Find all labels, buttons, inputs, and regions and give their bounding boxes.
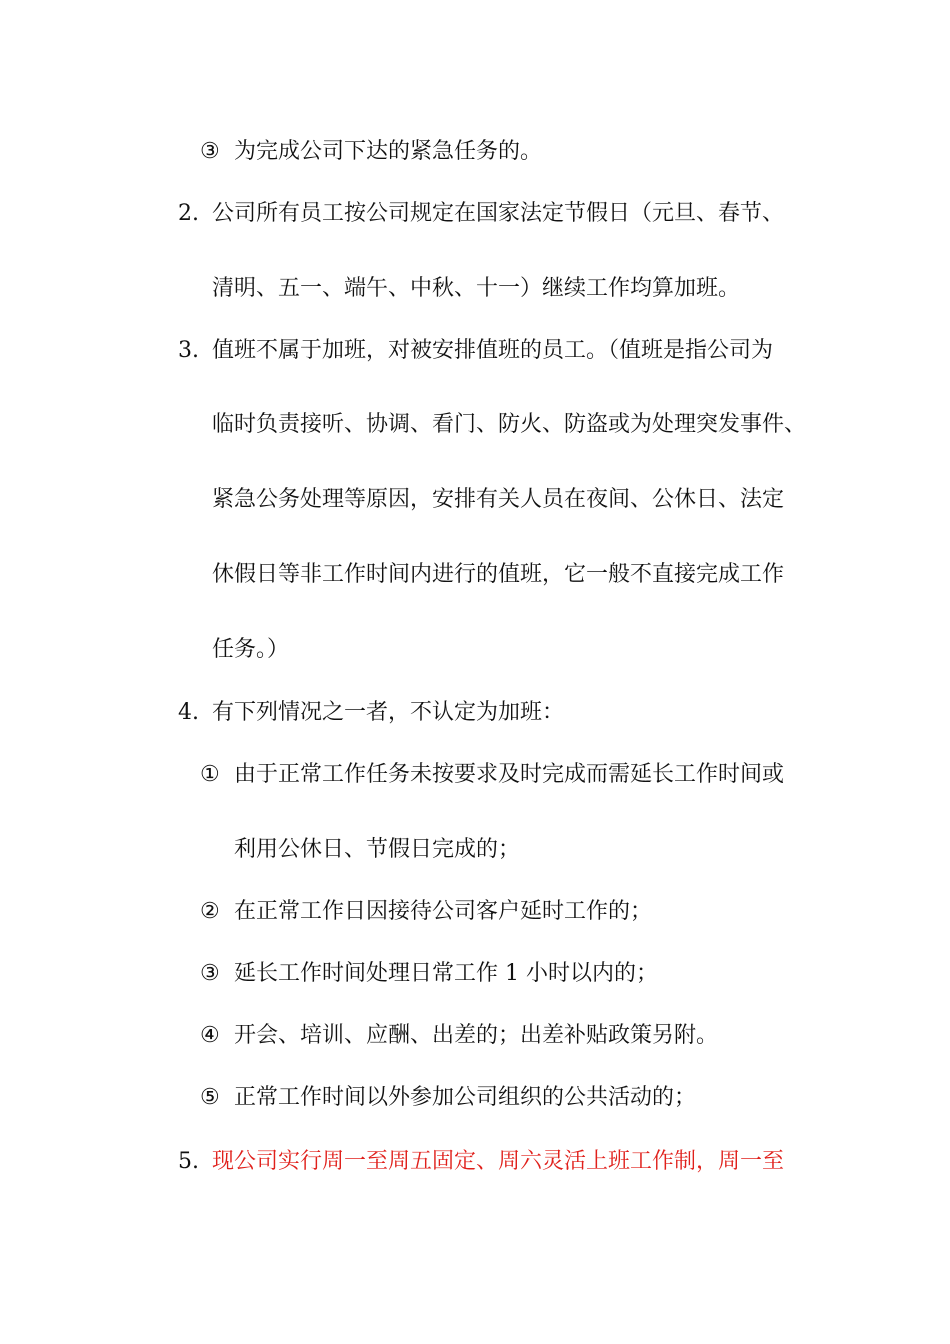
text-line: 在正常工作日因接待公司客户延时工作的；: [234, 899, 653, 924]
text-line: 临时负责接听、协调、看门、防火、防盗或为处理突发事件、: [212, 412, 807, 437]
text-line: 休假日等非工作时间内进行的值班，它一般不直接完成工作: [212, 562, 785, 587]
list-marker: ③: [200, 139, 220, 164]
list-marker: ②: [200, 899, 220, 924]
text-line: 紧急公务处理等原因，安排有关人员在夜间、公休日、法定: [212, 487, 785, 512]
list-marker: ③: [200, 961, 220, 986]
list-marker: ④: [200, 1023, 220, 1048]
text-line: 为完成公司下达的紧急任务的。: [234, 139, 543, 164]
list-marker: ①: [200, 762, 220, 787]
item-number: 4.: [178, 700, 199, 725]
text-line: 由于正常工作任务未按要求及时完成而需延长工作时间或: [234, 762, 785, 787]
item-number: 2.: [178, 201, 199, 226]
highlighted-text-line: 现公司实行周一至周五固定、周六灵活上班工作制，周一至: [212, 1149, 785, 1174]
text-line: 利用公休日、节假日完成的；: [234, 837, 521, 862]
item-number: 5.: [178, 1149, 199, 1174]
text-line: 清明、五一、端午、中秋、十一）继续工作均算加班。: [212, 276, 741, 301]
text-line: 延长工作时间处理日常工作 1 小时以内的；: [234, 961, 658, 986]
text-line: 开会、培训、应酬、出差的；出差补贴政策另附。: [234, 1023, 719, 1048]
text-line: 公司所有员工按公司规定在国家法定节假日（元旦、春节、: [212, 201, 785, 226]
text-line: 值班不属于加班，对被安排值班的员工。（值班是指公司为: [212, 338, 774, 363]
item-number: 3.: [178, 338, 199, 363]
text-line: 有下列情况之一者，不认定为加班：: [212, 700, 565, 725]
text-line: 任务。）: [212, 637, 290, 662]
text-line: 正常工作时间以外参加公司组织的公共活动的；: [234, 1085, 697, 1110]
list-marker: ⑤: [200, 1085, 220, 1110]
